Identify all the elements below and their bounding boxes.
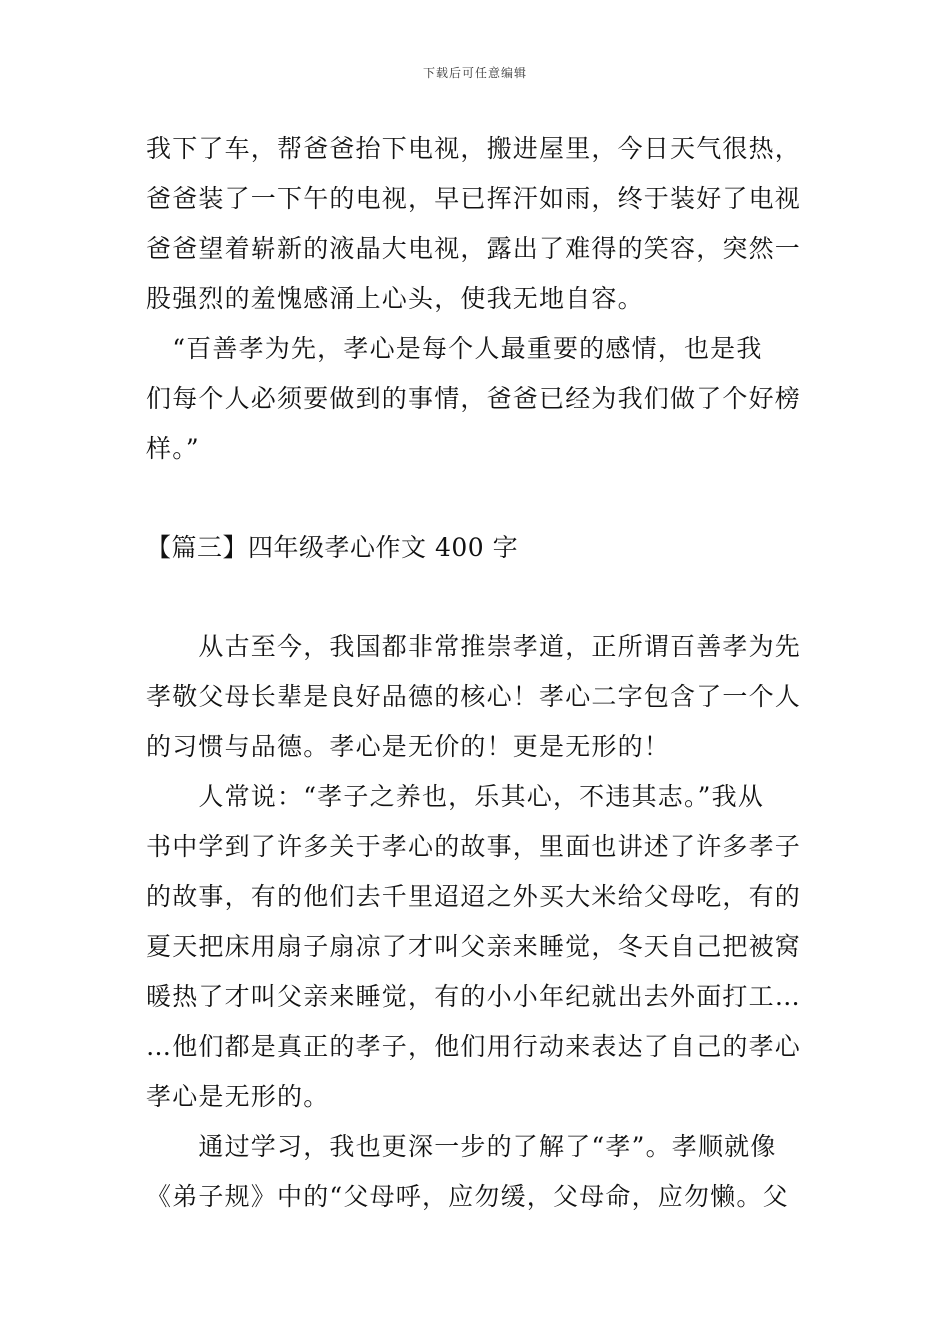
text-line: 夏天把床用扇子扇凉了才叫父亲来睡觉，冬天自己把被窝 bbox=[146, 932, 802, 961]
text-line: 爸爸望着崭新的液晶大电视，露出了难得的笑容，突然一 bbox=[146, 234, 802, 263]
text-line: 从古至今，我国都非常推崇孝道，正所谓百善孝为先 bbox=[146, 632, 802, 661]
text-line: 人常说：“孝子之养也，乐其心，不违其志。”我从 bbox=[146, 782, 765, 811]
text-line: 股强烈的羞愧感涌上心头，使我无地自容。 bbox=[146, 284, 644, 313]
text-line: 我下了车，帮爸爸抬下电视，搬进屋里，今日天气很热， bbox=[146, 134, 802, 163]
text-line: 的故事，有的他们去千里迢迢之外买大米给父母吃，有的 bbox=[146, 882, 802, 911]
section-heading: 【篇三】四年级孝心作文 400 字 bbox=[146, 533, 519, 562]
text-line: 《弟子规》中的“父母呼，应勿缓，父母命，应勿懒。父 bbox=[146, 1182, 789, 1211]
text-line: 的习惯与品德。孝心是无价的！更是无形的！ bbox=[146, 732, 671, 761]
text-line: 书中学到了许多关于孝心的故事，里面也讲述了许多孝子 bbox=[146, 832, 802, 861]
text-line: 孝敬父母长辈是良好品德的核心！孝心二字包含了一个人 bbox=[146, 682, 802, 711]
page-header: 下载后可任意编辑 bbox=[422, 66, 527, 80]
text-line: 孝心是无形的。 bbox=[146, 1082, 330, 1111]
text-line: 们每个人必须要做到的事情，爸爸已经为我们做了个好榜 bbox=[146, 384, 802, 413]
text-line: 样。” bbox=[146, 434, 200, 463]
text-line: 爸爸装了一下午的电视，早已挥汗如雨，终于装好了电视 bbox=[146, 184, 802, 213]
text-line: 暖热了才叫父亲来睡觉，有的小小年纪就出去外面打工… bbox=[146, 982, 802, 1011]
text-line: …他们都是真正的孝子，他们用行动来表达了自己的孝心 bbox=[146, 1032, 802, 1061]
text-line: 通过学习，我也更深一步的了解了“孝”。孝顺就像 bbox=[146, 1132, 777, 1161]
text-line: “百善孝为先，孝心是每个人最重要的感情，也是我 bbox=[146, 334, 763, 363]
